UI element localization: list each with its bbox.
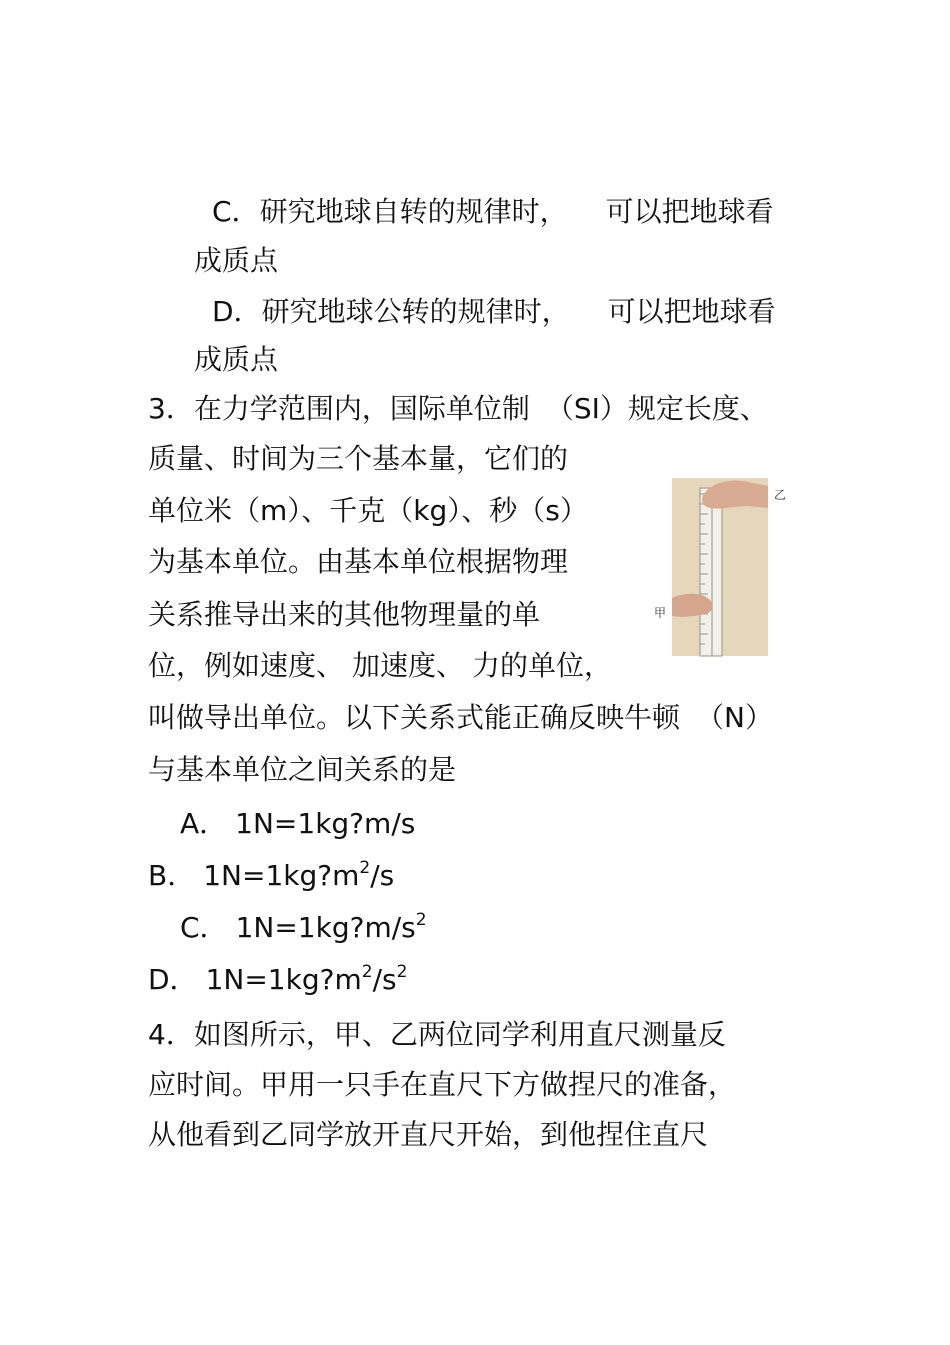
q3-line-7 [148, 700, 773, 736]
q3-line-8: 与基本单位之间关系的是 [148, 753, 457, 786]
formula: /s [370, 859, 395, 892]
option-label: A． [180, 807, 228, 840]
q4-line-2: 应时间。甲用一只手在直尺下方做捏尺的准备， [148, 1068, 737, 1101]
label-yi: 乙 [774, 488, 787, 502]
option-label: C． [180, 911, 228, 944]
q3-option-d [148, 962, 407, 998]
bottom-hand [672, 594, 712, 617]
formula: 1N=1kg?m [203, 859, 360, 892]
q3-option-b [148, 858, 394, 894]
q3-line-1 [148, 391, 768, 427]
q3-line-4: 为基本单位。由基本单位根据物理 [148, 545, 569, 578]
ruler-photo [652, 474, 792, 659]
q3-text: 力的单位， [472, 649, 613, 682]
q3-text: 位，例如速度、 [148, 649, 345, 682]
q3-text: 加速度、 [352, 649, 465, 682]
formula: 1N=1kg?m [205, 963, 362, 996]
option-label: C． [212, 195, 260, 228]
superscript: 2 [361, 962, 373, 982]
q3-line-3: 单位米（m）、千克（kg）、秒（s） [148, 494, 588, 527]
formula: 1N=1kg?m/s [235, 911, 416, 944]
option-label: D． [148, 963, 198, 996]
q3-option-a [180, 806, 415, 842]
q3-line-5: 关系推导出来的其他物理量的单 [148, 598, 541, 631]
formula: /s [372, 963, 397, 996]
q2-option-d-continued: 成质点 [194, 343, 279, 376]
option-text: 可以把地球看 [605, 195, 774, 228]
q3-option-c [180, 910, 427, 946]
superscript: 2 [359, 858, 371, 878]
option-text: 研究地球公转的规律时， [261, 295, 570, 328]
ruler [700, 488, 722, 656]
q2-option-c-continued: 成质点 [194, 244, 279, 277]
q3-line-6 [148, 648, 612, 684]
option-text: 研究地球自转的规律时， [259, 195, 568, 228]
q4-line-1: 4．如图所示，甲、乙两位同学利用直尺测量反 [148, 1018, 726, 1051]
option-label: D． [212, 295, 262, 328]
formula: 1N=1kg?m/s [235, 807, 416, 840]
q3-text: （N） [696, 701, 773, 734]
q3-line-2: 质量、时间为三个基本量，它们的 [148, 442, 569, 475]
q4-line-3: 从他看到乙同学放开直尺开始，到他捏住直尺 [148, 1118, 709, 1151]
q3-text: 3．在力学范围内，国际单位制 [148, 392, 530, 425]
q2-option-d [212, 294, 776, 330]
superscript: 2 [415, 910, 427, 930]
ruler-reaction-figure [652, 474, 792, 659]
q3-text: 叫做导出单位。以下关系式能正确反映牛顿 [148, 701, 681, 734]
label-jia: 甲 [654, 606, 667, 620]
superscript: 2 [396, 962, 408, 982]
q2-option-c [212, 194, 774, 230]
option-label: B． [148, 859, 196, 892]
option-text: 可以把地球看 [607, 295, 776, 328]
q3-text: （SI）规定长度、 [545, 392, 768, 425]
